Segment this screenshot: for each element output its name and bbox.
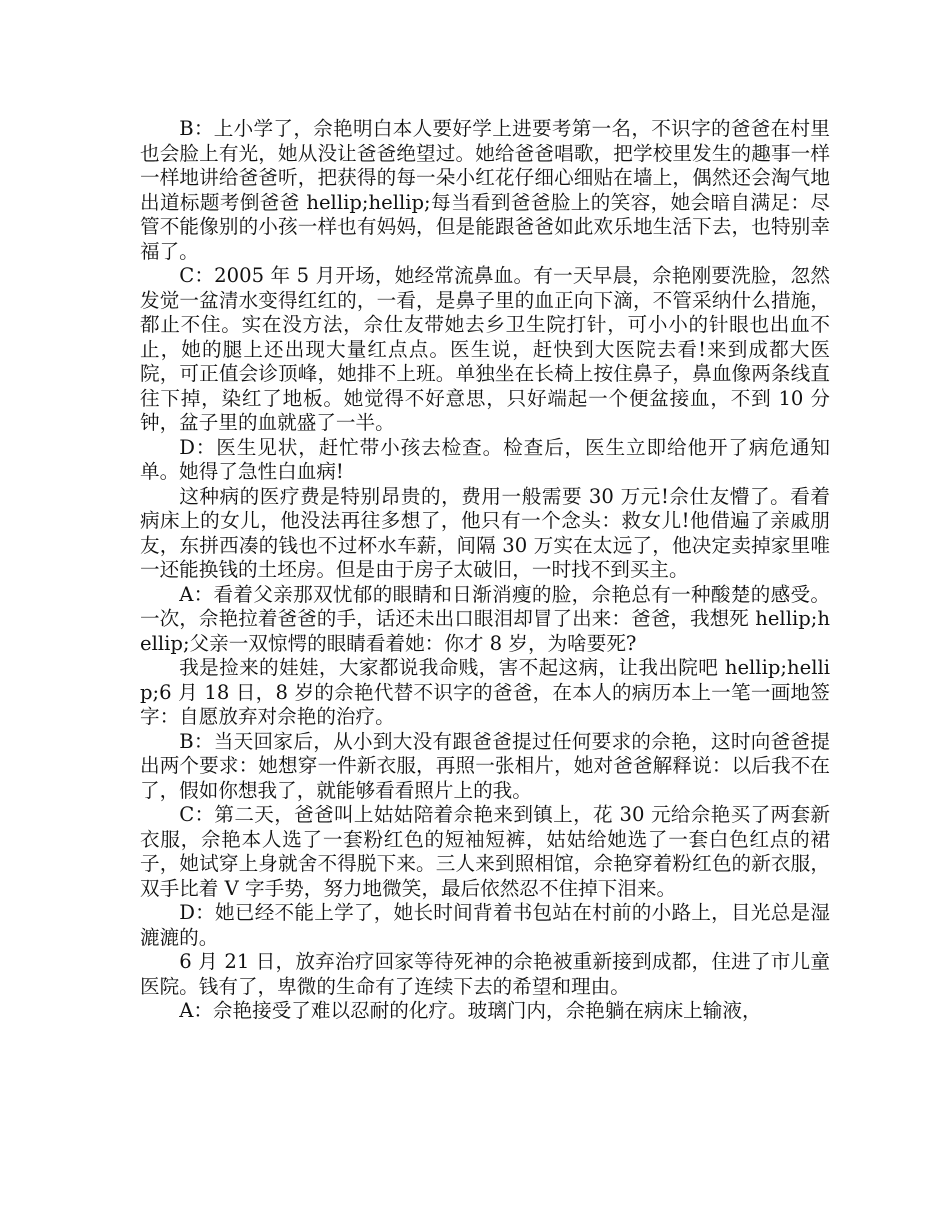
paragraph: B：当天回家后，从小到大没有跟爸爸提过任何要求的佘艳，这时向爸爸提出两个要求：她想穿一件新衣服，再照一张相片，她对爸爸解释说：以后我不在了，假如你想我了，就能够看看照片上的我。 (140, 729, 830, 802)
paragraph: D：医生见状，赶忙带小孩去检查。检查后，医生立即给他开了病危通知单。她得了急性白血病! (140, 435, 830, 483)
paragraph: A：看着父亲那双忧郁的眼睛和日渐消瘦的脸，佘艳总有一种酸楚的感受。一次，佘艳拉着爸爸的手，话还未出口眼泪却冒了出来：爸爸，我想死 hellip;hellip;父亲一双惊愕的眼睛看着她：你才 8 岁，为啥要死? (140, 582, 830, 655)
paragraph: 我是捡来的娃娃，大家都说我命贱，害不起这病，让我出院吧 hellip;hellip;6 月 18 日，8 岁的佘艳代替不识字的爸爸，在本人的病历本上一笔一画地签字：自愿放弃对佘艳的治疗。 (140, 656, 830, 728)
paragraph: B：上小学了，佘艳明白本人要好学上进要考第一名，不识字的爸爸在村里也会脸上有光，她从没让爸爸绝望过。她给爸爸唱歌，把学校里发生的趣事一样一样地讲给爸爸听，把获得的每一朵小红花仔细心细贴在墙上，偶然还会淘气地出道标题考倒爸爸 hellip;hellip;每当看到爸爸脸上的笑容，她会暗自满足：尽管不能像别的小孩一样也有妈妈，但是能跟爸爸如此欢乐地生活下去，也特别幸福了。 (140, 117, 830, 263)
paragraph: C：2005 年 5 月开场，她经常流鼻血。有一天早晨，佘艳刚要洗脸，忽然发觉一盆清水变得红红的，一看，是鼻子里的血正向下滴，不管采纳什么措施，都止不住。实在没方法，佘仕友带她去乡卫生院打针，可小小的针眼也出血不止，她的腿上还出现大量红点点。医生说，赶快到大医院去看!来到成都大医院，可正值会诊顶峰，她排不上班。单独坐在长椅上按住鼻子，鼻血像两条线直往下掉，染红了地板。她觉得不好意思，只好端起一个便盆接血，不到 10 分钟，盆子里的血就盛了一半。 (140, 264, 830, 434)
paragraph: 这种病的医疗费是特别昂贵的，费用一般需要 30 万元!佘仕友懵了。看着病床上的女儿，他没法再往多想了，他只有一个念头：救女儿!他借遍了亲戚朋友，东拼西凑的钱也不过杯水车薪，间隔 30 万实在太远了，他决定卖掉家里唯一还能换钱的土坯房。但是由于房子太破旧，一时找不到买主。 (140, 484, 830, 581)
paragraph: C：第二天，爸爸叫上姑姑陪着佘艳来到镇上，花 30 元给佘艳买了两套新衣服，佘艳本人选了一套粉红色的短袖短裤，姑姑给她选了一套白色红点的裙子，她试穿上身就舍不得脱下来。三人来到照相馆，佘艳穿着粉红色的新衣服，双手比着 V 字手势，努力地微笑，最后依然忍不住掉下泪来。 (140, 803, 830, 900)
paragraph: A：佘艳接受了难以忍耐的化疗。玻璃门内，佘艳躺在病床上输液， (179, 999, 762, 1022)
paragraph: D：她已经不能上学了，她长时间背着书包站在村前的小路上，目光总是湿漉漉的。 (140, 901, 830, 949)
paragraph: 6 月 21 日，放弃治疗回家等待死神的佘艳被重新接到成都，住进了市儿童医院。钱有了，卑微的生命有了连续下去的希望和理由。 (140, 950, 830, 998)
document-body (140, 117, 830, 1024)
